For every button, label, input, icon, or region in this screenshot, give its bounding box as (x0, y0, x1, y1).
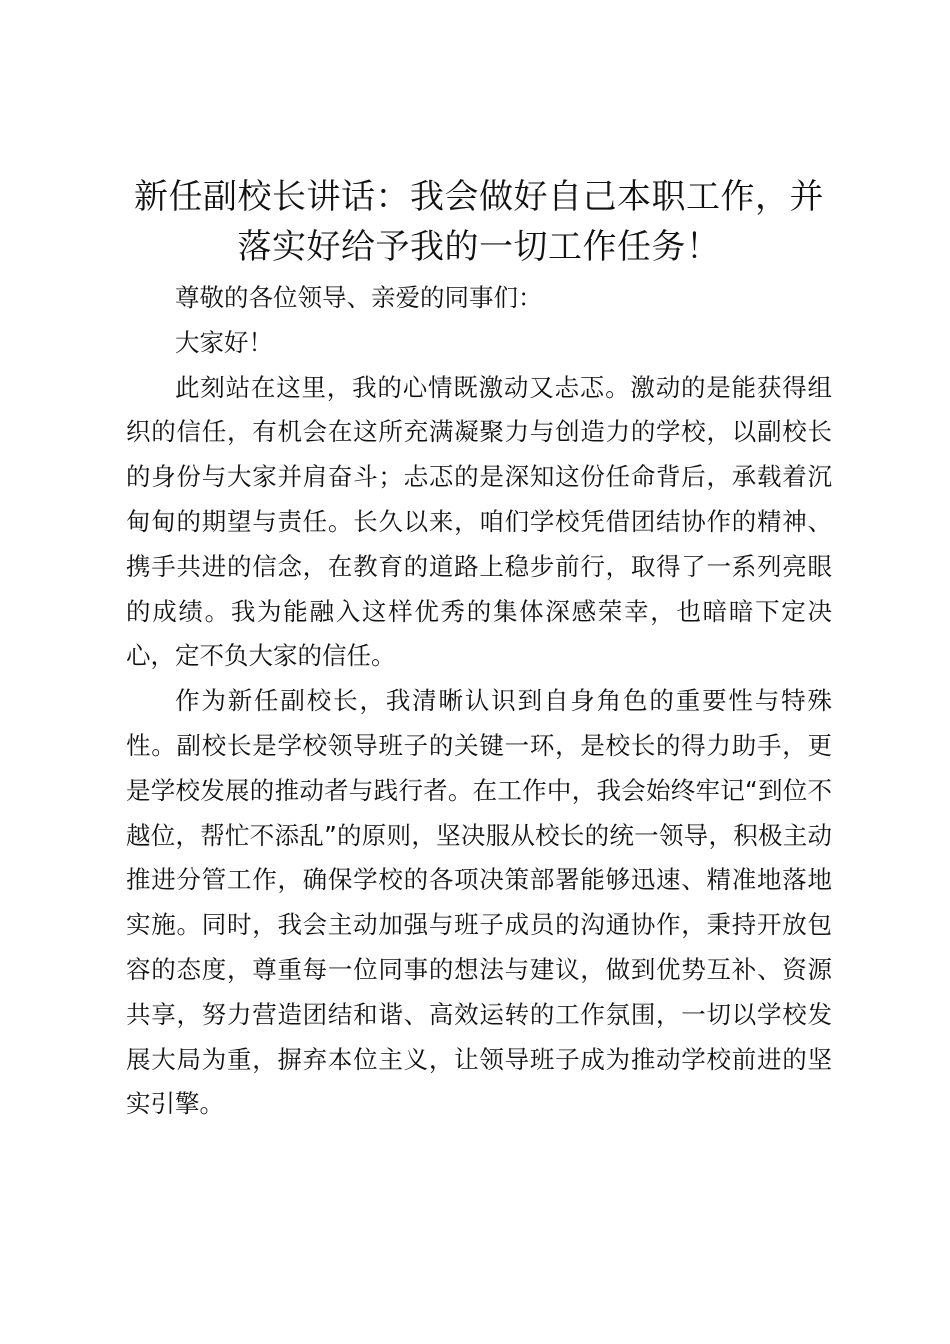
paragraph-intro: 此刻站在这里，我的心情既激动又忐忑。激动的是能获得组织的信任，有机会在这所充满凝聚力与创造力的学校，以副校长的身份与大家并肩奋斗；忐忑的是深知这份任命背后，承载着沉甸甸的期望与责任。长久以来，咱们学校凭借团结协作的精神、携手共进的信念，在教育的道路上稳步前行，取得了一系列亮眼的成绩。我为能融入这样优秀的集体深感荣幸，也暗暗下定决心，定不负大家的信任。 (126, 372, 832, 671)
paragraph-role: 作为新任副校长，我清晰认识到自身角色的重要性与特殊性。副校长是学校领导班子的关键一环，是校长的得力助手，更是学校发展的推动者与践行者。在工作中，我会始终牢记“到位不越位，帮忙不添乱”的原则，坚决服从校长的统一领导，积极主动推进分管工作，确保学校的各项决策部署能够迅速、精准地落地实施。同时，我会主动加强与班子成员的沟通协作，秉持开放包容的态度，尊重每一位同事的想法与建议，做到优势互补、资源共享，努力营造团结和谐、高效运转的工作氛围，一切以学校发展大局为重，摒弃本位主义，让领导班子成为推动学校前进的坚实引擎。 (126, 686, 832, 1119)
document-title (126, 172, 832, 272)
title-line-2: 落实好给予我的一切工作任务！ (237, 227, 721, 267)
document-body (126, 276, 832, 1127)
title-line-1: 新任副校长讲话：我会做好自己本职工作，并 (134, 177, 824, 217)
greeting: 大家好！ (175, 327, 273, 357)
salutation: 尊敬的各位领导、亲爱的同事们： (175, 283, 543, 312)
document-page (126, 172, 832, 1127)
